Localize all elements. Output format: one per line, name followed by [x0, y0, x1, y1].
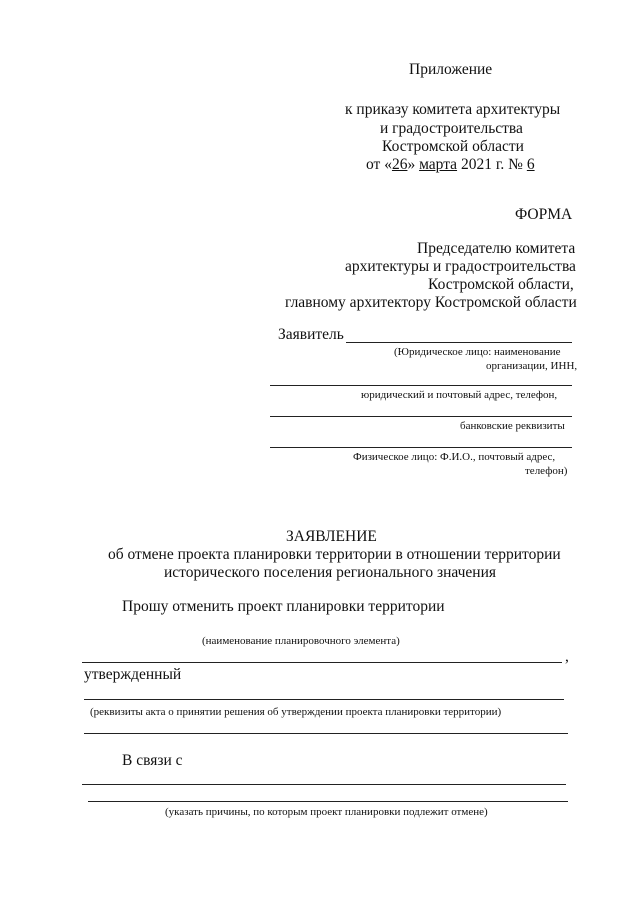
reason-field-1[interactable]	[82, 784, 566, 785]
form-label: ФОРМА	[515, 206, 573, 223]
request-text: Прошу отменить проект планировки территории	[122, 598, 445, 615]
order-month: марта	[419, 156, 458, 173]
applicant-label: Заявитель	[278, 326, 344, 343]
approved-label: утвержденный	[84, 666, 182, 683]
order-year: 2021 г. №	[457, 156, 527, 173]
planning-element-field[interactable]	[82, 662, 562, 663]
applicant-name-field[interactable]	[346, 342, 572, 343]
approval-act-field[interactable]	[84, 699, 564, 700]
applicant-bank-field[interactable]	[270, 416, 572, 417]
addressee-line-2: архитектуры и градостроительства	[345, 258, 576, 275]
order-day: 26	[391, 156, 408, 173]
planning-element-comma: ,	[565, 648, 569, 665]
applicant-person-field[interactable]	[270, 447, 572, 448]
applicant-hint-3: юридический и почтовый адрес, телефон,	[361, 389, 558, 401]
applicant-hint-2: организации, ИНН,	[486, 360, 578, 372]
approval-act-field-extra[interactable]	[84, 733, 568, 734]
applicant-hint-6: телефон)	[525, 465, 568, 477]
order-date-line	[366, 156, 535, 174]
addressee-line-4: главному архитектору Костромской области	[285, 294, 577, 311]
order-date-sep: »	[407, 156, 420, 173]
applicant-hint-5: Физическое лицо: Ф.И.О., почтовый адрес,	[353, 451, 556, 463]
applicant-org-field[interactable]	[270, 385, 572, 386]
document-subtitle-1: об отмене проекта планировки территории в отношении территории	[108, 546, 561, 563]
document-title: ЗАЯВЛЕНИЕ	[286, 528, 377, 545]
approval-act-hint: (реквизиты акта о принятии решения об утверждении проекта планировки территории)	[90, 706, 502, 718]
order-date-prefix: от «	[366, 156, 392, 173]
order-number: 6	[526, 156, 535, 173]
addressee-line-1: Председателю комитета	[417, 240, 576, 257]
document-subtitle-2: исторического поселения регионального значения	[164, 564, 497, 581]
reason-hint: (указать причины, по которым проект планировки подлежит отмене)	[165, 806, 488, 818]
order-line-3: Костромской области	[382, 138, 524, 155]
reason-label: В связи с	[122, 752, 183, 769]
applicant-hint-4: банковские реквизиты	[460, 420, 565, 432]
appendix-title: Приложение	[409, 61, 493, 78]
planning-element-hint: (наименование планировочного элемента)	[202, 635, 400, 647]
reason-field-2[interactable]	[88, 801, 568, 802]
applicant-hint-1: (Юридическое лицо: наименование	[394, 346, 561, 358]
addressee-line-3: Костромской области,	[428, 276, 574, 293]
order-line-2: и градостроительства	[380, 120, 523, 137]
order-line-1: к приказу комитета архитектуры	[345, 101, 561, 118]
